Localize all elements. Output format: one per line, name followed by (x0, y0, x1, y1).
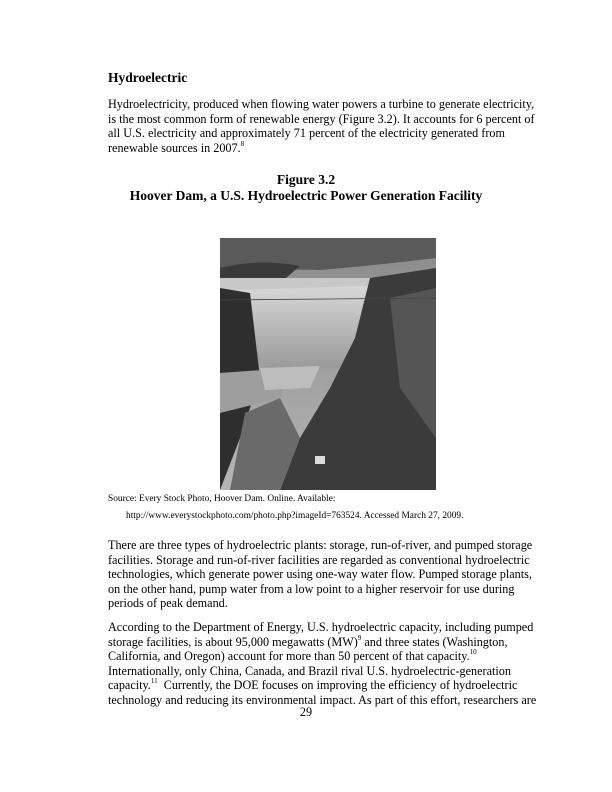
figure-number: Figure 3.2 (276, 172, 336, 187)
paragraph-line: According to the Department of Energy, U.S. hydroelectric capacity, including pumped (108, 620, 534, 634)
text: capacity. (108, 678, 151, 692)
text: California, and Oregon) account for more than 50 percent of that capacity. (108, 649, 470, 663)
footnote-ref: 9 (357, 633, 362, 642)
text: storage facilities, is about 95,000 megawatts (MW) (108, 634, 358, 649)
paragraph-line: is the most common form of renewable energy (Figure 3.2). It accounts for 6 percent of (108, 111, 535, 126)
paragraph-line: on the other hand, pump water from a low point to a higher reservoir for use during (108, 581, 515, 596)
paragraph-line (108, 678, 517, 692)
paragraph-line (108, 649, 477, 663)
figure-source: Source: Every Stock Photo, Hoover Dam. Online. Available: (108, 494, 336, 504)
figure-title: Hoover Dam, a U.S. Hydroelectric Power Generation Facility (129, 188, 483, 203)
paragraph-line: periods of peak demand. (108, 596, 228, 610)
paragraph-line: Hydroelectricity, produced when flowing water powers a turbine to generate electricity, (108, 97, 535, 111)
paragraph-line: all U.S. electricity and approximately 71 percent of the electricity generated from (108, 126, 505, 140)
page-number: 29 (299, 705, 313, 719)
figure-source-url[interactable]: http://www.everystockphoto.com/photo.php?imageId=763524. Accessed March 27, 2009. (126, 511, 464, 521)
paragraph-line: Internationally, only China, Canada, and Brazil rival U.S. hydroelectric-generation (108, 663, 511, 678)
hoover-dam-photo (220, 238, 436, 490)
paragraph-line (108, 141, 244, 155)
paragraph-line: technologies, which generate power using one-way water flow. Pumped storage plants, (108, 567, 532, 581)
text: and three states (Washington, (361, 634, 508, 649)
text: renewable sources in 2007. (108, 140, 241, 155)
footnote-ref: 8 (240, 139, 245, 148)
paragraph-line (108, 635, 508, 649)
section-heading: Hydroelectric (108, 70, 188, 85)
paragraph-line: facilities. Storage and run-of-river facilities are regarded as conventional hydroelectric (108, 552, 530, 567)
text: Currently, the DOE focuses on improving the efficiency of hydroelectric (157, 678, 518, 692)
paragraph-line: technology and reducing its environmental impact. As part of this effort, researchers are (108, 692, 537, 707)
footnote-ref: 11 (150, 677, 158, 685)
paragraph-line: There are three types of hydroelectric plants: storage, run-of-river, and pumped storage (108, 538, 533, 552)
footnote-ref: 10 (469, 648, 477, 656)
